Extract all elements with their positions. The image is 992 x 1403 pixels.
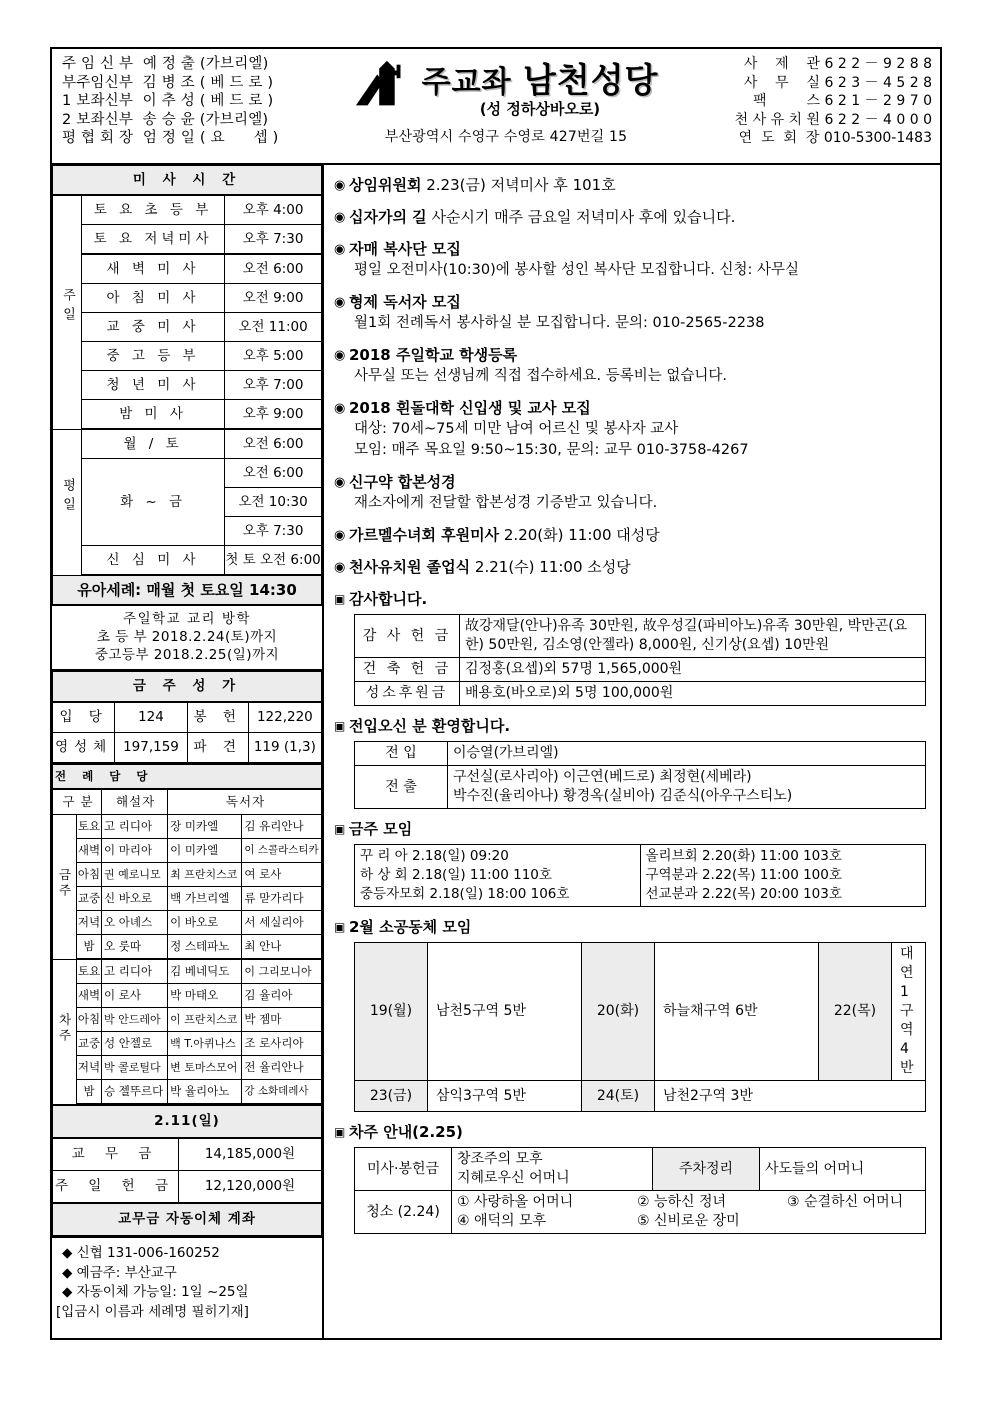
liturgy-reader-1: 이 바오로	[168, 911, 242, 935]
stat-label: 영성체	[53, 733, 115, 764]
liturgy-commentator: 권 예로니모	[102, 863, 168, 887]
transfer-out-line: 구선실(로사리아) 이근연(베드로) 최정현(세베라)	[453, 769, 752, 785]
clergy-row: 부주임신부 김 병 조 ( 베 드 로 )	[62, 74, 274, 91]
contact-row: 팩 스 6 2 1 － 2 9 7 0	[752, 93, 932, 109]
mass-time: 오전 9:00	[225, 284, 322, 313]
bulletin-frame	[50, 47, 942, 1340]
announcement-detail: 월1회 전례독서 봉사하실 분 모집합니다. 문의: 010-2565-2238	[354, 315, 765, 331]
transfer-in-value: 이승열(가브리엘)	[448, 742, 926, 766]
liturgy-reader-2: 박 젬마	[242, 1008, 322, 1032]
liturgy-reader-2: 김 유리안나	[242, 815, 322, 839]
liturgy-reader-2: 강 소화데레사	[242, 1080, 322, 1105]
account-line: ◆ 신협 131-006-160252	[62, 1245, 220, 1261]
liturgy-time: 아침	[77, 863, 102, 887]
transfer-in-label: 전 입	[355, 742, 448, 766]
cleaning-item: ③ 순결하신 어머니	[787, 1194, 904, 1210]
announcement-item	[334, 472, 930, 514]
announcement-title: 십자가의 길	[349, 208, 427, 226]
announcement-detail: 대상: 70세~75세 미만 남여 어르신 및 봉사자 교사	[354, 421, 679, 437]
bullet-icon: ◉	[334, 401, 346, 416]
mass-time: 오전 6:00	[225, 459, 322, 488]
liturgy-commentator: 오 룻따	[102, 935, 168, 960]
group-name: 남천2구역 3반	[655, 1081, 926, 1112]
box-bullet-icon: ▣	[334, 592, 346, 606]
meeting-entry: 올리브회 2.20(화) 11:00 103호	[645, 848, 842, 864]
announcement-detail: 사무실 또는 선생님께 직접 접수하세요. 등록비는 없습니다.	[354, 368, 728, 384]
bullet-icon: ◉	[334, 178, 346, 193]
liturgy-reader-2: 류 맏가리다	[242, 887, 322, 911]
stat-value: 119 (1,3)	[248, 733, 321, 764]
liturgy-reader-1: 백 가브리엘	[168, 887, 242, 911]
liturgy-time: 아침	[77, 1008, 102, 1032]
contact-row: 천 사 유 치 원 6 2 2 － 4 0 0 0	[734, 111, 932, 128]
liturgy-reader-2: 서 세실리아	[242, 911, 322, 935]
mass-time: 오전 10:30	[225, 488, 322, 517]
mass-name: 화 ~ 금	[82, 459, 225, 546]
thanks-heading: 감사합니다.	[349, 590, 428, 608]
transfer-out-label: 전 출	[355, 766, 448, 809]
liturgy-time: 교중	[77, 1032, 102, 1056]
announcement-item	[334, 207, 930, 228]
announcement-item	[334, 398, 930, 461]
mass-schedule-table	[52, 165, 322, 606]
contact-row: 사 무 실 6 2 3 － 4 5 2 8	[743, 74, 932, 91]
announcement-title: 가르멜수녀회 후원미사	[349, 526, 500, 544]
liturgy-reader-1: 박 율리아노	[168, 1080, 242, 1105]
announcement-detail: 평일 오전미사(10:30)에 봉사할 성인 복사단 모집합니다. 신청: 사무실	[354, 262, 800, 278]
small-groups-heading-row	[334, 917, 930, 938]
thanks-label: 감 사 헌 금	[355, 615, 460, 658]
liturgy-reader-1: 이 미카엘	[168, 839, 242, 863]
mass-time: 오전 6:00	[225, 429, 322, 459]
group-date: 23(금)	[355, 1081, 428, 1112]
cleaning-line	[457, 1193, 920, 1212]
meetings-heading-row	[334, 819, 930, 840]
thanks-heading-row	[334, 589, 930, 610]
mass-name: 신 심 미 사	[82, 546, 225, 576]
sunday-label: 주일	[53, 195, 82, 429]
account-line: ◆ 예금주: 부산교구	[62, 1264, 177, 1281]
announcement-title: 자매 복사단 모집	[349, 240, 461, 258]
mass-offering-line: 지혜로우신 어머니	[457, 1170, 570, 1186]
mass-time: 오전 6:00	[225, 254, 322, 284]
liturgy-commentator: 오 아녜스	[102, 911, 168, 935]
group-name: 대연1구역 4반	[892, 943, 926, 1081]
page-body	[52, 165, 940, 1338]
mass-name: 중 고 등 부	[82, 342, 225, 371]
thanks-label: 성소후원금	[355, 682, 460, 706]
box-bullet-icon: ▣	[334, 1125, 346, 1139]
school-break-middle-high: 중고등부 2018.2.25(일)까지	[94, 647, 280, 663]
bullet-icon: ◉	[334, 210, 346, 225]
cleaning-item: ⑤ 신비로운 장미	[637, 1213, 740, 1229]
offering-table	[52, 1105, 322, 1237]
auto-transfer-heading: 교무금 자동이체 계좌	[53, 1203, 322, 1236]
liturgy-heading: 전 례 담 당	[53, 765, 322, 790]
stat-value: 122,220	[248, 702, 321, 733]
liturgy-reader-2: 여 로사	[242, 863, 322, 887]
next-week-info-table	[354, 1147, 926, 1234]
announcement-item	[334, 557, 930, 578]
mass-offering-value	[452, 1148, 653, 1191]
group-name: 하늘채구역 6반	[655, 943, 819, 1081]
announcement-item	[334, 525, 930, 546]
meeting-entry: 하 상 회 2.18(일) 11:00 110호	[360, 867, 552, 883]
mass-time: 오후 9:00	[225, 400, 322, 430]
liturgy-commentator: 박 안드레아	[102, 1008, 168, 1032]
mass-time: 오후 7:00	[225, 371, 322, 400]
announcement-title: 형제 독서자 모집	[349, 293, 461, 311]
page-header	[52, 49, 940, 165]
account-line: ◆ 자동이체 가능일: 1일 ~25일	[62, 1284, 249, 1300]
group-date: 20(화)	[582, 943, 655, 1081]
next-week-heading: 차주 안내(2.25)	[349, 1123, 463, 1141]
clergy-row: 1 보좌신부 이 추 성 ( 베 드 로 )	[62, 93, 274, 109]
contact-row: 사 제 관 6 2 2 － 9 2 8 8	[743, 56, 932, 72]
liturgy-commentator: 고 리디아	[102, 959, 168, 984]
offering-label: 교 무 금	[53, 1138, 179, 1171]
liturgy-reader-1: 변 토마스모어	[168, 1056, 242, 1080]
next-week-heading-row	[334, 1122, 930, 1143]
thanks-offering-table	[354, 614, 926, 706]
page-title	[422, 53, 659, 102]
this-week-label: 금주	[53, 815, 77, 960]
thanks-value: 故강재달(안나)유족 30만원, 故우성길(파비아노)유족 30만원, 박만곤(요한) 50만원, 김소영(안젤라) 8,000원, 신기상(요셉) 10만원	[460, 615, 926, 658]
left-sidebar	[52, 165, 324, 1338]
announcement-title: 상임위원회	[349, 176, 422, 194]
mass-name: 토 요 저녁미사	[82, 225, 225, 255]
liturgy-reader-1: 이 프란치스코	[168, 1008, 242, 1032]
liturgy-time: 저녁	[77, 911, 102, 935]
mass-name: 토 요 초 등 부	[82, 195, 225, 225]
small-groups-table	[354, 942, 926, 1112]
liturgy-assignment-table	[52, 764, 322, 1105]
clergy-row: 2 보좌신부 송 승 윤 (가브리엘)	[62, 111, 269, 128]
announcement-rest: 2.20(화) 11:00 대성당	[499, 526, 660, 544]
liturgy-reader-2: 이 스콜라스티카	[242, 839, 322, 863]
bullet-icon: ◉	[334, 242, 346, 257]
transfer-heading-row	[334, 716, 930, 737]
mass-schedule-heading: 미 사 시 간	[53, 166, 322, 196]
liturgy-time: 새벽	[77, 984, 102, 1008]
stat-label: 파 견	[187, 733, 248, 764]
meetings-heading: 금주 모임	[349, 820, 413, 838]
meeting-entry: 중등자모회 2.18(일) 18:00 106호	[360, 886, 570, 902]
liturgy-col-commentator: 해설자	[102, 789, 168, 815]
mass-name: 아 침 미 사	[82, 284, 225, 313]
school-break-box	[52, 606, 322, 671]
weekly-meetings-table	[354, 844, 926, 907]
cleaning-item: ① 사랑하올 어머니	[457, 1194, 574, 1210]
clergy-list	[52, 49, 330, 163]
cleaning-value	[452, 1191, 926, 1234]
church-address: 부산광역시 수영구 수영로 427번길 15	[384, 129, 628, 145]
group-date: 19(월)	[355, 943, 428, 1081]
cleaning-label: 청소 (2.24)	[355, 1191, 452, 1234]
group-date: 24(토)	[582, 1081, 655, 1112]
group-name: 삼익3구역 5반	[428, 1081, 582, 1112]
meeting-entry: 꾸 리 아 2.18(일) 09:20	[360, 848, 509, 864]
weekday-label: 평일	[53, 429, 82, 575]
contact-row: 연 도 회 장 010-5300-1483	[738, 130, 932, 146]
liturgy-time: 토요	[77, 959, 102, 984]
liturgy-time: 저녁	[77, 1056, 102, 1080]
announcement-item	[334, 239, 930, 281]
parking-value: 사도들의 어머니	[760, 1148, 926, 1191]
mass-time: 오후 5:00	[225, 342, 322, 371]
mass-offering-label: 미사·봉헌금	[355, 1148, 452, 1191]
mass-name: 새 벽 미 사	[82, 254, 225, 284]
liturgy-col-division: 구 분	[53, 789, 102, 815]
liturgy-reader-1: 박 마태오	[168, 984, 242, 1008]
transfer-out-line: 박수진(율리아나) 황경옥(실비아) 김준식(아우구스티노)	[453, 788, 793, 804]
announcement-detail: 모임: 매주 목요일 9:50~15:30, 문의: 교무 010-3758-4267	[354, 442, 749, 458]
thanks-label: 건 축 헌 금	[355, 658, 460, 682]
group-name: 남천5구역 5반	[428, 943, 582, 1081]
liturgy-reader-2: 이 그리모니아	[242, 959, 322, 984]
hymn-stats-heading: 금 주 성 가	[53, 672, 322, 703]
announcement-item	[334, 292, 930, 334]
mass-name: 월 / 토	[82, 429, 225, 459]
stat-label: 입 당	[53, 702, 115, 733]
liturgy-commentator: 신 바오로	[102, 887, 168, 911]
title-prefix: 주교좌	[421, 65, 512, 100]
bullet-icon: ◉	[334, 348, 346, 363]
cleaning-item: ④ 애덕의 모후	[457, 1213, 547, 1229]
mass-time: 첫 토 오전 6:00	[225, 546, 322, 576]
liturgy-reader-1: 최 프란치스코	[168, 863, 242, 887]
meeting-entry: 선교분과 2.22(목) 20:00 103호	[645, 886, 842, 902]
box-bullet-icon: ▣	[334, 719, 346, 733]
bullet-icon: ◉	[334, 295, 346, 310]
title-main: 남천성당	[523, 61, 659, 101]
liturgy-commentator: 박 콜로틸다	[102, 1056, 168, 1080]
group-date: 22(목)	[819, 943, 892, 1081]
liturgy-commentator: 승 젤뚜르다	[102, 1080, 168, 1105]
announcement-list	[334, 175, 930, 578]
announcement-rest: 사순시기 매주 금요일 저녁미사 후에 있습니다.	[426, 208, 736, 226]
mass-offering-line: 창조주의 모후	[457, 1151, 543, 1167]
liturgy-reader-1: 정 스테파노	[168, 935, 242, 960]
liturgy-col-reader: 독서자	[168, 789, 322, 815]
box-bullet-icon: ▣	[334, 822, 346, 836]
liturgy-reader-1: 김 베네딕도	[168, 959, 242, 984]
bullet-icon: ◉	[334, 560, 346, 575]
mass-time: 오후 7:30	[225, 225, 322, 255]
box-bullet-icon: ▣	[334, 920, 346, 934]
cleaning-item: ② 능하신 정녀	[637, 1194, 727, 1210]
church-logo-icon	[354, 55, 416, 117]
liturgy-commentator: 성 안젤로	[102, 1032, 168, 1056]
announcements-column	[324, 165, 940, 1234]
offering-date-heading: 2.11(일)	[53, 1106, 322, 1139]
church-identity	[330, 49, 682, 163]
stat-value: 197,159	[115, 733, 187, 764]
school-break-title: 주일학교 교리 방학	[123, 611, 251, 627]
bullet-icon: ◉	[334, 528, 346, 543]
liturgy-time: 토요	[77, 815, 102, 839]
hymn-stats-table	[52, 671, 322, 764]
parking-label: 주차정리	[653, 1148, 760, 1191]
liturgy-time: 밤	[77, 935, 102, 960]
clergy-row: 주 임 신 부 예 정 출 (가브리엘)	[62, 56, 269, 72]
liturgy-commentator: 고 리디아	[102, 815, 168, 839]
offering-label: 주 일 헌 금	[53, 1171, 179, 1204]
infant-baptism-note: 유아세례: 매월 첫 토요일 14:30	[53, 575, 322, 605]
offering-value: 14,185,000원	[179, 1138, 322, 1171]
stat-value: 124	[115, 702, 187, 733]
meeting-entry: 구역분과 2.22(목) 11:00 100호	[645, 867, 842, 883]
liturgy-time: 새벽	[77, 839, 102, 863]
announcement-title: 2018 흰돌대학 신입생 및 교사 모집	[349, 399, 591, 417]
liturgy-reader-2: 전 율리안나	[242, 1056, 322, 1080]
contact-list	[682, 49, 940, 163]
offering-value: 12,120,000원	[179, 1171, 322, 1204]
thanks-value: 배용호(바오로)외 5명 100,000원	[460, 682, 926, 706]
mass-name: 청 년 미 사	[82, 371, 225, 400]
liturgy-reader-2: 조 로사리아	[242, 1032, 322, 1056]
announcement-item	[334, 345, 930, 387]
liturgy-reader-1: 백 T.아퀴나스	[168, 1032, 242, 1056]
transfer-table	[354, 741, 926, 809]
bullet-icon: ◉	[334, 475, 346, 490]
account-note: [입금시 이름과 세례명 필히기재]	[56, 1303, 249, 1320]
transfer-out-value	[448, 766, 926, 809]
liturgy-time: 교중	[77, 887, 102, 911]
liturgy-reader-2: 최 안나	[242, 935, 322, 960]
mass-name: 밤 미 사	[82, 400, 225, 430]
announcement-detail: 재소자에게 전달할 합본성경 기증받고 있습니다.	[354, 495, 658, 511]
thanks-value: 김정홍(요셉)외 57명 1,565,000원	[460, 658, 926, 682]
liturgy-reader-2: 김 율리아	[242, 984, 322, 1008]
church-subtitle: (성 정하상바오로)	[479, 100, 601, 118]
account-info-box	[52, 1237, 322, 1329]
school-break-elementary: 초 등 부 2018.2.24(토)까지	[96, 629, 278, 645]
announcement-title: 신구약 합본성경	[349, 473, 456, 491]
cleaning-line	[457, 1212, 920, 1231]
meeting-column-right	[640, 845, 926, 907]
stat-label: 봉 헌	[187, 702, 248, 733]
next-week-label: 차주	[53, 959, 77, 1104]
transfer-heading: 전입오신 분 환영합니다.	[349, 717, 511, 735]
small-groups-heading: 2월 소공동체 모임	[349, 918, 472, 936]
mass-name: 교 중 미 사	[82, 313, 225, 342]
clergy-row: 평 협 회 장 엄 정 일 ( 요 셉 )	[62, 130, 279, 146]
meeting-column-left	[355, 845, 641, 907]
liturgy-reader-1: 장 미카엘	[168, 815, 242, 839]
announcement-title: 천사유치원 졸업식	[349, 558, 471, 576]
liturgy-commentator: 이 로사	[102, 984, 168, 1008]
announcement-title: 2018 주일학교 학생등록	[349, 346, 518, 364]
mass-time: 오후 4:00	[225, 195, 322, 225]
liturgy-commentator: 이 마리아	[102, 839, 168, 863]
mass-time: 오전 11:00	[225, 313, 322, 342]
announcement-rest: 2.21(수) 11:00 소성당	[470, 558, 631, 576]
announcement-item	[334, 175, 930, 196]
announcement-rest: 2.23(금) 저녁미사 후 101호	[421, 176, 616, 194]
liturgy-time: 밤	[77, 1080, 102, 1105]
mass-time: 오후 7:30	[225, 517, 322, 546]
